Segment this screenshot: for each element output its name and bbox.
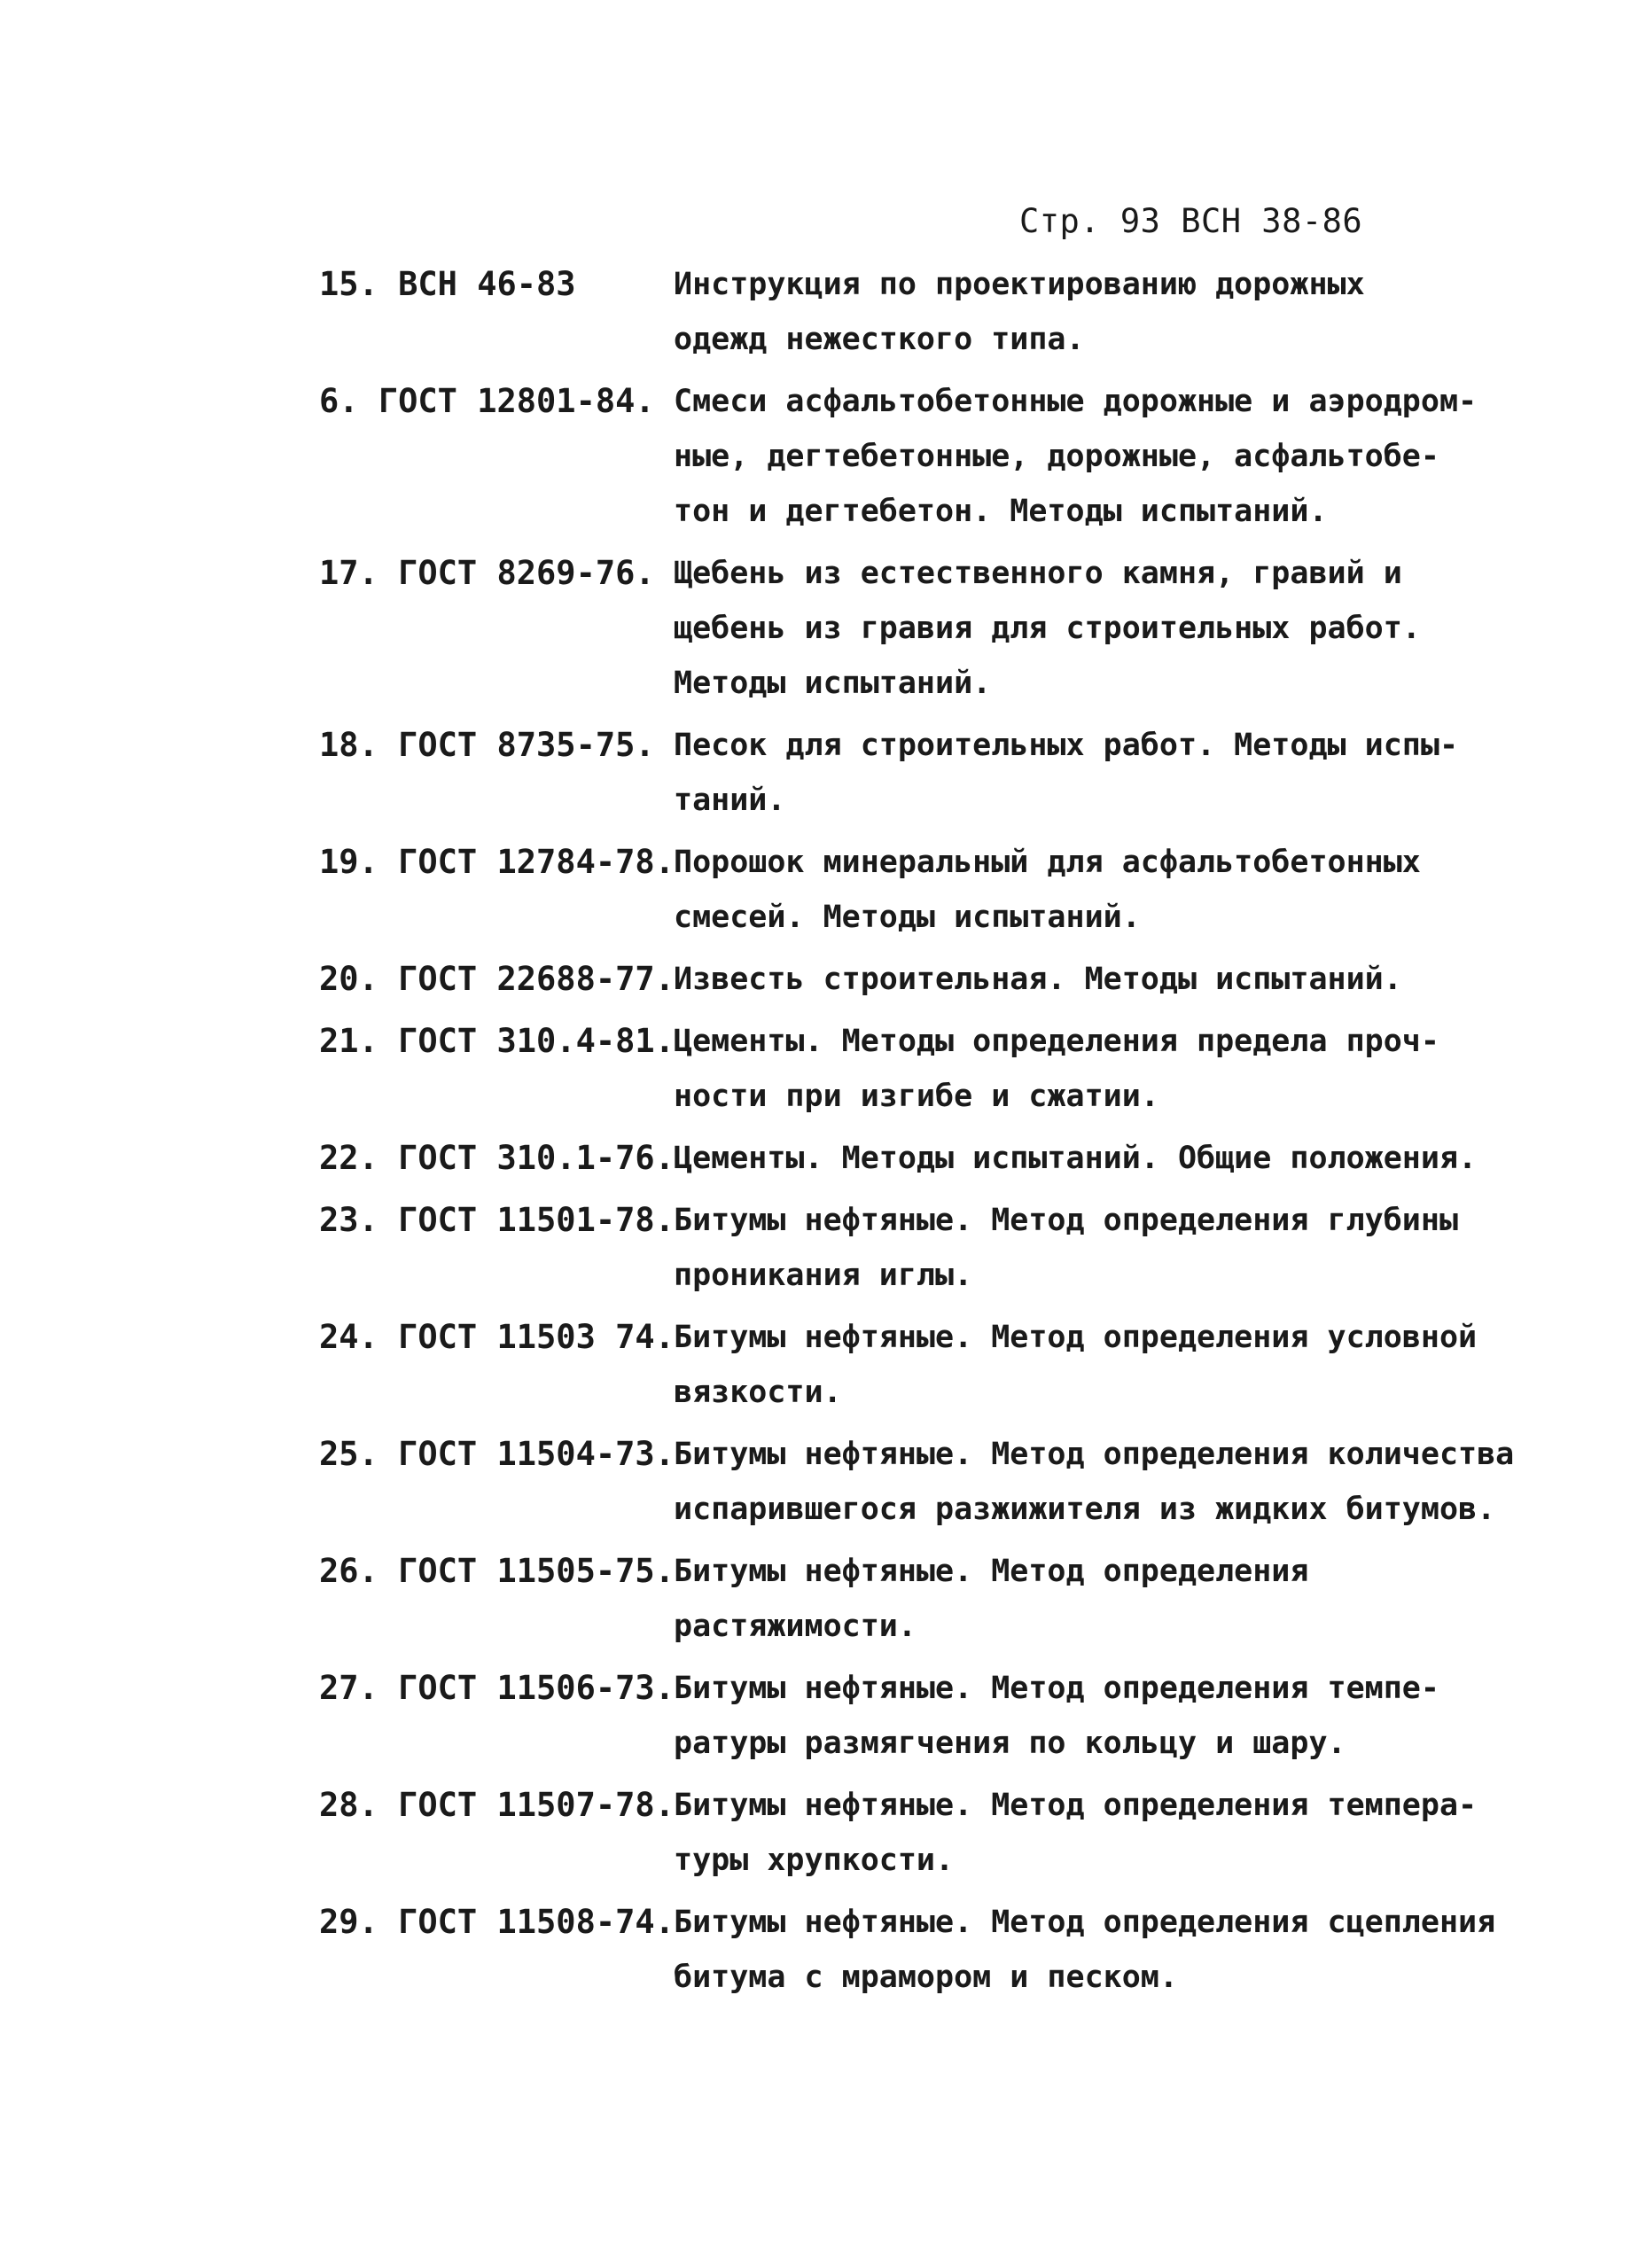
description-line: испарившегося разжижителя из жидких битумов. (674, 1492, 1496, 1527)
description-line: Битумы нефтяные. Метод определения темпера- (674, 1788, 1478, 1823)
description-line: Битумы нефтяные. Метод определения количества (674, 1437, 1515, 1472)
reference-entry (0, 1778, 1646, 1888)
description-line: Смеси асфальтобетонные дорожные и аэродром- (674, 384, 1478, 419)
reference-entry (0, 835, 1646, 945)
reference-code: 29. ГОСТ 11508-74. (319, 1903, 675, 1941)
reference-entry (0, 1544, 1646, 1654)
description-line: тон и дегтебетон. Методы испытаний. (674, 494, 1328, 529)
reference-description (674, 1014, 1454, 1124)
description-line: Песок для строительных работ. Методы испы- (674, 728, 1459, 763)
description-line: таний. (674, 783, 786, 818)
reference-entry (0, 1131, 1646, 1186)
reference-code: 19. ГОСТ 12784-78. (319, 843, 675, 881)
description-line: Цементы. Методы определения предела проч- (674, 1024, 1439, 1059)
reference-entry (0, 1193, 1646, 1303)
reference-code: 28. ГОСТ 11507-78. (319, 1786, 675, 1824)
reference-description (674, 1895, 1496, 2005)
reference-code: 24. ГОСТ 11503 74. (319, 1318, 675, 1356)
description-line: Щебень из естественного камня, гравий и (674, 556, 1402, 591)
description-line: ные, дегтебетонные, дорожные, асфальтобе- (674, 439, 1439, 474)
description-line: вязкости. (674, 1375, 842, 1410)
reference-entry (0, 952, 1646, 1007)
reference-description (674, 257, 1454, 367)
description-line: проникания иглы. (674, 1258, 973, 1293)
description-line: щебень из гравия для строительных работ. (674, 611, 1421, 646)
description-line: одежд нежесткого типа. (674, 322, 1085, 357)
reference-entry (0, 1310, 1646, 1420)
reference-entry (0, 718, 1646, 828)
description-line: туры хрупкости. (674, 1843, 955, 1878)
reference-entry (0, 1427, 1646, 1537)
reference-code: 23. ГОСТ 11501-78. (319, 1201, 675, 1239)
description-line: Битумы нефтяные. Метод определения глубины (674, 1203, 1459, 1238)
reference-description (674, 546, 1454, 711)
reference-code: 20. ГОСТ 22688-77. (319, 960, 675, 998)
description-line: Битумы нефтяные. Метод определения сцепления (674, 1905, 1496, 1940)
reference-description (674, 1193, 1459, 1303)
reference-code: 21. ГОСТ 310.4-81. (319, 1022, 675, 1060)
description-line: ратуры размягчения по кольцу и шару. (674, 1726, 1346, 1761)
reference-entry (0, 374, 1646, 539)
description-line: Порошок минеральный для асфальтобетонных (674, 845, 1421, 880)
reference-entry (0, 257, 1646, 367)
reference-entry (0, 1661, 1646, 1771)
reference-code: 25. ГОСТ 11504-73. (319, 1435, 675, 1473)
reference-list (0, 257, 1646, 2012)
reference-code: 17. ГОСТ 8269-76. (319, 554, 655, 592)
description-line: ности при изгибе и сжатии. (674, 1079, 1159, 1114)
description-line: Методы испытаний. (674, 666, 992, 701)
description-line: Битумы нефтяные. Метод определения темпе- (674, 1671, 1439, 1706)
description-line: Битумы нефтяные. Метод определения условной (674, 1320, 1478, 1355)
reference-description (674, 952, 1454, 1007)
reference-description (674, 1310, 1478, 1420)
reference-entry (0, 546, 1646, 711)
description-line: Известь строительная. Методы испытаний. (674, 962, 1402, 997)
description-line: Битумы нефтяные. Метод определения (674, 1554, 1309, 1589)
reference-code: 15. ВСН 46-83 (319, 265, 576, 303)
reference-code: 26. ГОСТ 11505-75. (319, 1552, 675, 1590)
reference-entry (0, 1895, 1646, 2005)
description-line: смесей. Методы испытаний. (674, 900, 1141, 935)
reference-code: 6. ГОСТ 12801-84. (319, 382, 655, 420)
reference-description (674, 835, 1454, 945)
reference-description (674, 718, 1459, 828)
description-line: битума с мрамором и песком. (674, 1960, 1178, 1995)
reference-description (674, 1427, 1515, 1537)
reference-code: 18. ГОСТ 8735-75. (319, 726, 655, 764)
reference-code: 27. ГОСТ 11506-73. (319, 1669, 675, 1707)
description-line: Цементы. Методы испытаний. Общие положения. (674, 1141, 1478, 1176)
reference-entry (0, 1014, 1646, 1124)
reference-description (674, 1778, 1478, 1888)
page-header: Стр. 93 ВСН 38-86 (1019, 202, 1363, 240)
reference-description (674, 1131, 1478, 1186)
reference-code: 22. ГОСТ 310.1-76. (319, 1139, 675, 1177)
description-line: растяжимости. (674, 1609, 917, 1644)
reference-description (674, 374, 1478, 539)
reference-description (674, 1544, 1454, 1654)
reference-description (674, 1661, 1454, 1771)
description-line: Инструкция по проектированию дорожных (674, 267, 1365, 302)
